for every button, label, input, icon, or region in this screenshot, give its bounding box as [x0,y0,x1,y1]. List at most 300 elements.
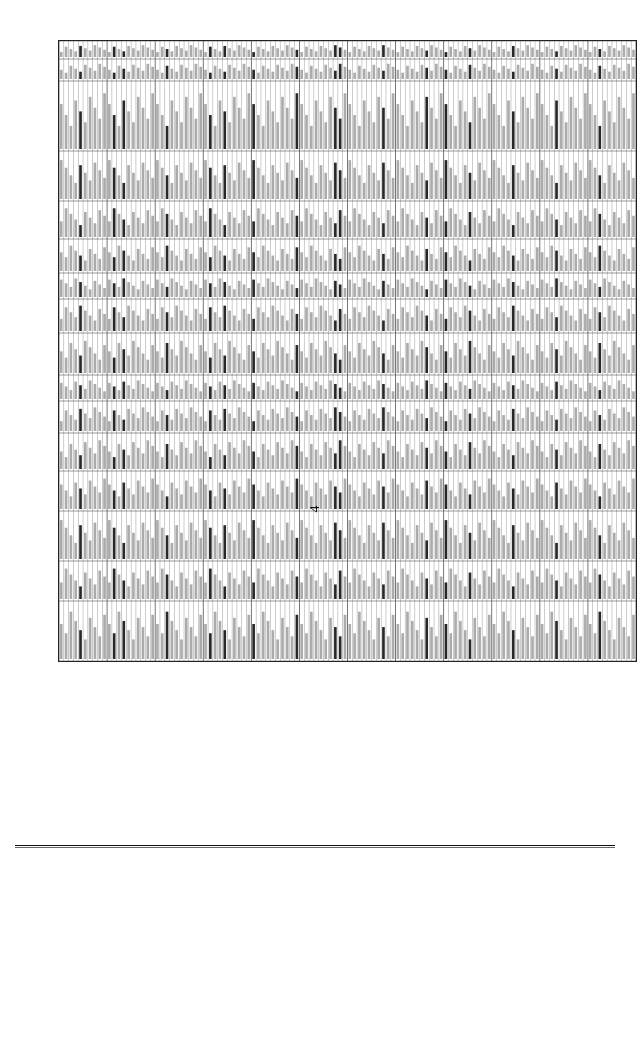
cell-text-mark [209,490,212,509]
cell-text-mark [536,247,539,271]
cell-text-mark [257,283,260,297]
cell-text-mark [127,356,130,373]
cell-text-mark [199,345,202,373]
cell-text-mark [166,49,169,57]
cell-text-mark [329,540,332,559]
cell-text-mark [113,633,116,659]
cell-text-mark [560,488,563,509]
cell-text-mark [243,412,246,431]
cell-text-mark [228,261,231,272]
cell-text-mark [608,409,611,431]
cell-text-mark [132,389,135,399]
cell-text-mark [498,386,501,399]
cell-text-mark [603,317,606,331]
cell-text-mark [541,104,544,149]
cell-text-mark [223,165,226,199]
cell-text-mark [348,280,351,297]
cell-text-mark [411,69,414,79]
cell-text-mark [252,104,255,149]
cell-text-mark [199,391,202,399]
cell-text-mark [589,582,592,599]
cell-text-mark [204,351,207,373]
cell-text-mark [156,421,159,431]
cell-text-mark [373,414,376,432]
cell-text-mark [382,584,385,599]
cell-text-mark [507,450,510,469]
cell-text-mark [74,69,77,79]
cell-text-mark [84,442,87,469]
cell-text-mark [536,178,539,199]
cell-text-mark [373,442,376,469]
cell-text-mark [272,256,275,271]
cell-text-mark [574,281,577,297]
cell-text-mark [401,358,404,373]
cell-text-mark [498,633,501,659]
cell-text-mark [238,281,241,297]
cell-text-mark [132,533,135,559]
cell-text-mark [171,382,174,399]
cell-text-mark [358,343,361,373]
cell-text-mark [98,636,101,659]
cell-text-mark [214,390,217,399]
cell-text-mark [526,71,529,79]
cell-text-mark [262,214,265,237]
cell-text-mark [262,612,265,659]
cell-text-mark [570,51,573,57]
cell-text-mark [363,543,366,559]
cell-text-mark [156,451,159,469]
cell-text-mark [199,247,202,271]
cell-text-mark [209,168,212,199]
cell-text-mark [272,225,275,237]
cell-text-mark [363,51,366,57]
cell-text-mark [89,316,92,331]
cell-text-mark [406,66,409,79]
cell-text-mark [118,49,121,57]
cell-text-mark [353,528,356,559]
cell-text-mark [382,453,385,469]
cell-text-mark [166,246,169,271]
cell-text-mark [60,104,63,149]
cell-text-mark [526,523,529,559]
cell-text-mark [296,577,299,600]
cell-text-mark [555,51,558,57]
cell-text-mark [243,530,246,559]
cell-text-mark [541,160,544,199]
cell-text-mark [512,72,515,79]
cell-text-mark [180,212,183,237]
cell-text-mark [98,47,101,57]
cell-text-mark [320,455,323,469]
cell-text-mark [440,314,443,331]
cell-text-mark [94,108,97,149]
cell-text-mark [252,160,255,199]
cell-text-mark [171,483,174,509]
cell-text-mark [79,165,82,199]
cell-text-mark [627,259,630,271]
cell-text-mark [243,636,246,659]
cell-text-mark [103,314,106,331]
cell-text-mark [233,68,236,79]
cell-text-mark [565,442,568,469]
cell-text-mark [435,492,438,509]
cell-text-mark [550,390,553,399]
cell-text-mark [204,485,207,509]
cell-text-mark [368,256,371,271]
cell-text-mark [344,538,347,559]
cell-text-mark [493,351,496,373]
cell-text-mark [272,455,275,469]
cell-text-mark [286,223,289,237]
cell-text-mark [272,356,275,373]
cell-text-mark [613,212,616,237]
cell-text-mark [315,420,318,431]
cell-text-mark [565,494,568,509]
cell-text-mark [262,175,265,199]
cell-text-mark [526,453,529,469]
cell-text-mark [156,485,159,509]
cell-text-mark [214,343,217,373]
cell-text-mark [550,575,553,599]
cell-text-mark [296,50,299,57]
cell-text-mark [555,69,558,79]
cell-text-mark [233,249,236,271]
cell-text-mark [478,281,481,297]
cell-text-mark [363,420,366,431]
cell-text-mark [526,353,529,373]
cell-text-mark [334,453,337,469]
cell-text-mark [594,115,597,149]
cell-text-mark [478,353,481,373]
cell-text-mark [281,380,284,399]
cell-text-mark [579,388,582,399]
cell-text-mark [113,307,116,331]
cell-text-mark [247,577,250,600]
cell-text-mark [421,494,424,509]
cell-text-mark [175,225,178,237]
cell-text-mark [79,256,82,271]
cell-text-mark [320,282,323,297]
cell-text-mark [272,409,275,431]
cell-text-mark [526,108,529,149]
cell-text-mark [373,122,376,149]
cell-text-mark [89,347,92,373]
cell-text-mark [555,349,558,373]
cell-text-mark [570,418,573,431]
cell-text-mark [267,278,270,297]
cell-text-mark [89,68,92,79]
cell-text-mark [108,624,111,659]
cell-text-mark [175,455,178,469]
cell-text-mark [618,180,621,199]
cell-text-mark [411,450,414,469]
cell-text-mark [142,353,145,373]
cell-text-mark [382,523,385,559]
cell-text-mark [440,391,443,399]
cell-text-mark [589,421,592,431]
cell-text-mark [627,64,630,79]
cell-text-mark [421,286,424,297]
cell-text-mark [132,48,135,57]
cell-text-mark [430,523,433,559]
cell-text-mark [127,282,130,297]
cell-text-mark [406,287,409,297]
cell-text-mark [353,410,356,431]
cell-text-mark [425,68,428,79]
cell-text-mark [589,319,592,331]
cell-text-mark [440,577,443,600]
cell-text-mark [166,415,169,431]
cell-text-mark [555,483,558,509]
cell-text-mark [291,47,294,57]
cell-text-mark [334,163,337,199]
cell-text-mark [425,347,428,373]
cell-text-mark [416,488,419,509]
cell-text-mark [329,180,332,199]
cell-text-mark [276,442,279,469]
cell-text-mark [267,543,270,559]
cell-text-mark [421,261,424,272]
cell-text-mark [478,45,481,57]
cell-text-mark [262,575,265,599]
cell-text-mark [579,170,582,199]
cell-text-mark [247,314,250,331]
cell-text-mark [382,45,385,57]
cell-text-mark [387,47,390,57]
cell-text-mark [411,349,414,373]
cell-text-mark [142,223,145,237]
cell-text-mark [488,314,491,331]
cell-text-mark [541,451,544,469]
cell-text-mark [324,286,327,297]
cell-text-mark [70,612,73,659]
cell-text-mark [228,389,231,399]
cell-text-mark [598,66,601,79]
cell-text-mark [113,410,116,431]
cell-text-mark [238,453,241,469]
cell-text-mark [161,283,164,297]
cell-text-mark [209,115,212,149]
cell-text-mark [382,487,385,510]
cell-text-mark [387,571,390,599]
cell-text-mark [310,612,313,659]
cell-text-mark [401,410,404,431]
cell-text-mark [421,442,424,469]
cell-text-mark [555,450,558,469]
cell-text-mark [161,47,164,57]
cell-text-mark [195,309,198,331]
cell-text-mark [406,312,409,331]
cell-text-mark [161,115,164,149]
cell-text-mark [156,582,159,599]
cell-text-mark [276,389,279,399]
cell-text-mark [358,575,361,599]
cell-text-mark [113,490,116,509]
cell-text-mark [147,492,150,509]
cell-text-mark [469,286,472,297]
cell-text-mark [392,577,395,600]
cell-text-mark [291,388,294,399]
cell-text-mark [171,450,174,469]
cell-text-mark [122,100,125,149]
cell-text-mark [382,223,385,237]
cell-text-mark [623,254,626,271]
cell-text-mark [387,170,390,199]
cell-text-mark [483,571,486,599]
cell-text-mark [214,496,217,509]
cell-text-mark [243,210,246,237]
cell-text-mark [79,409,82,431]
cell-text-mark [118,287,121,297]
cell-text-mark [608,256,611,271]
cell-text-mark [469,533,472,559]
cell-text-mark [440,93,443,149]
cell-text-mark [565,261,568,272]
cell-text-mark [387,309,390,331]
cell-text-mark [320,306,323,331]
cell-text-mark [190,584,193,599]
cell-text-mark [305,358,308,373]
cell-text-mark [373,639,376,659]
cell-text-mark [324,442,327,469]
cell-text-mark [94,353,97,373]
cell-text-mark [334,223,337,237]
cell-text-mark [151,446,154,469]
cell-text-mark [166,214,169,237]
cell-text-mark [618,540,621,559]
cell-text-mark [406,535,409,559]
cell-text-mark [411,183,414,199]
cell-text-mark [166,535,169,559]
cell-text-mark [161,457,164,469]
cell-text-mark [435,170,438,199]
cell-text-mark [623,627,626,659]
cell-text-mark [315,543,318,559]
cell-text-mark [488,538,491,559]
cell-text-mark [498,208,501,237]
cell-text-mark [257,257,260,271]
cell-text-mark [517,533,520,559]
cell-text-mark [618,418,621,431]
cell-text-mark [190,254,193,271]
cell-text-mark [401,633,404,659]
cell-text-mark [70,496,73,509]
cell-text-mark [435,412,438,431]
cell-text-mark [74,483,77,509]
cell-text-mark [406,214,409,237]
cell-text-mark [570,97,573,149]
cell-text-mark [632,50,635,57]
cell-text-mark [507,219,510,237]
cell-text-mark [382,384,385,399]
cell-text-mark [296,93,299,149]
cell-text-mark [397,421,400,431]
cell-text-mark [315,69,318,79]
cell-text-mark [608,488,611,509]
cell-text-mark [281,540,284,559]
cell-text-mark [276,173,279,199]
cell-text-mark [627,119,630,149]
cell-text-mark [238,584,241,599]
cell-text-mark [118,390,121,399]
cell-text-mark [329,218,332,237]
cell-text-mark [243,492,246,509]
cell-text-mark [392,216,395,237]
cell-text-mark [127,409,130,431]
cell-text-mark [334,627,337,659]
cell-text-mark [522,68,525,79]
cell-text-mark [94,453,97,469]
cell-text-mark [113,569,116,599]
cell-text-mark [204,160,207,199]
cell-text-mark [94,384,97,399]
cell-text-mark [108,70,111,79]
cell-text-mark [623,384,626,399]
cell-text-mark [281,316,284,331]
cell-text-mark [478,108,481,149]
cell-text-mark [137,418,140,431]
cell-text-mark [430,45,433,57]
cell-text-mark [512,630,515,659]
cell-text-mark [267,219,270,237]
cell-text-mark [233,448,236,469]
cell-text-mark [166,390,169,399]
cell-text-mark [89,380,92,399]
cell-text-mark [320,356,323,373]
cell-text-mark [291,259,294,271]
cell-text-mark [89,540,92,559]
cell-text-mark [632,288,635,297]
cell-text-mark [435,530,438,559]
cell-text-mark [627,360,630,373]
cell-text-mark [598,575,601,599]
cell-text-mark [594,457,597,469]
cell-text-mark [373,261,376,272]
cell-text-mark [185,347,188,373]
cell-text-mark [348,221,351,237]
cell-text-mark [522,380,525,399]
cell-text-mark [118,66,121,79]
cell-text-mark [171,621,174,659]
cell-text-mark [368,630,371,659]
cell-text-mark [555,420,558,431]
cell-text-mark [199,216,202,237]
cell-text-mark [512,409,515,431]
cell-text-mark [84,533,87,559]
cell-text-mark [103,479,106,509]
cell-text-mark [445,280,448,297]
cell-text-mark [526,163,529,199]
cell-text-mark [517,65,520,79]
cell-text-mark [531,360,534,373]
cell-text-mark [300,485,303,509]
cell-text-mark [214,612,217,659]
cell-text-mark [473,448,476,469]
cell-text-mark [392,67,395,79]
cell-text-mark [613,414,616,432]
cell-text-mark [550,66,553,79]
cell-text-mark [507,100,510,149]
cell-text-mark [536,345,539,373]
cell-text-mark [344,345,347,373]
cell-text-mark [603,349,606,373]
cell-text-mark [214,246,217,271]
cell-text-mark [517,442,520,469]
cell-text-mark [589,104,592,149]
cell-text-mark [473,180,476,199]
cell-text-mark [65,457,68,469]
cell-text-mark [430,487,433,510]
